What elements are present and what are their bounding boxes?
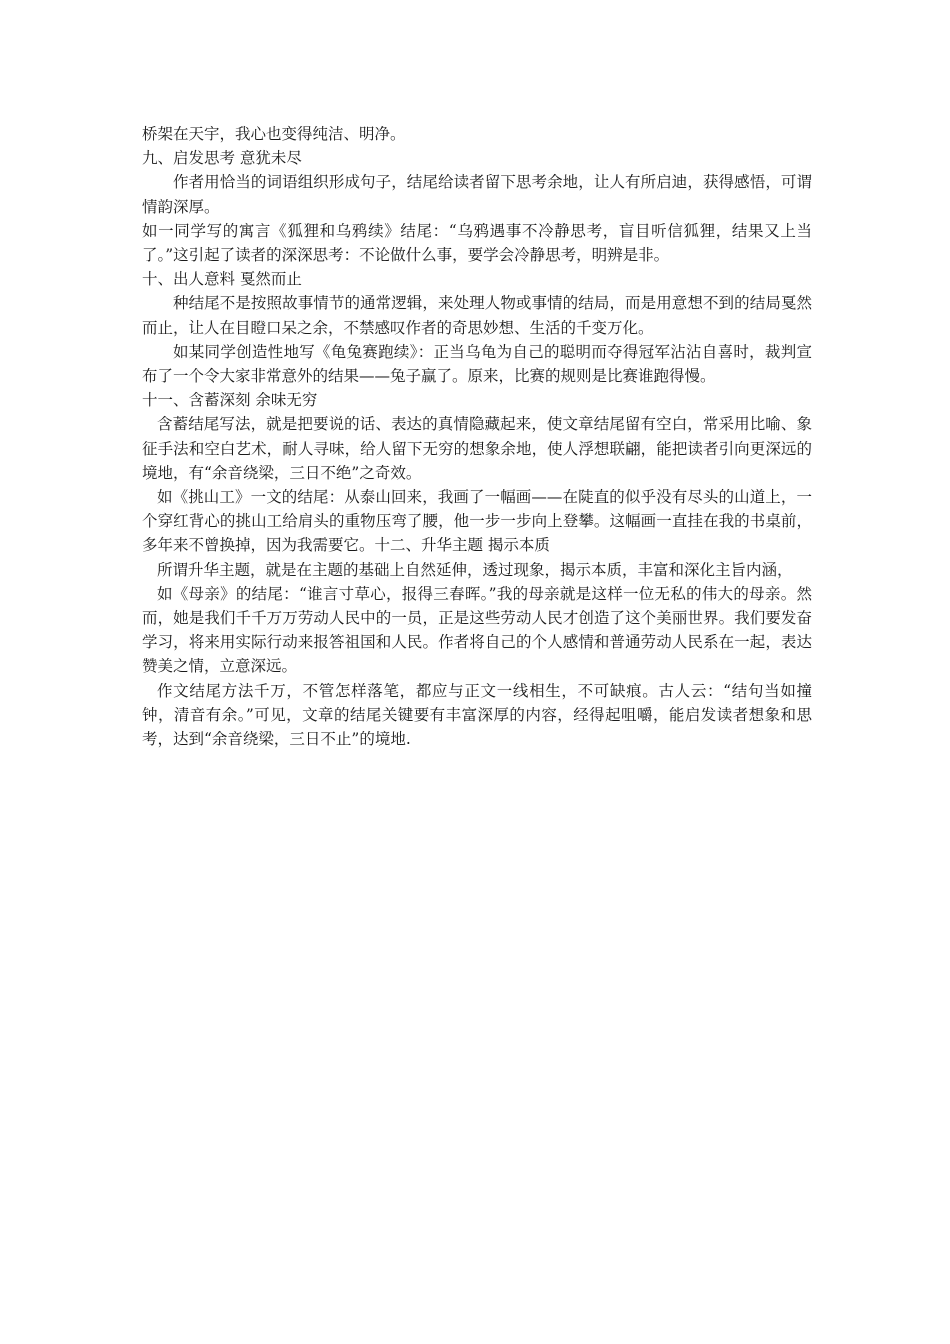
section-heading-11: 十一、含蓄深刻 余味无穷 (142, 391, 318, 410)
section-heading-10: 十、出人意料 戛然而止 (142, 270, 302, 289)
paragraph-12-explanation: 所谓升华主题，就是在主题的基础上自然延伸，透过现象，揭示本质，丰富和深化主旨内涵， (157, 560, 793, 579)
section-heading-9: 九、启发思考 意犹未尽 (142, 149, 302, 168)
paragraph-11-explanation: 含蓄结尾写法，就是把要说的话、表达的真情隐藏起来，使文章结尾留有空白，常采用比喻、象征手法和空白艺术，耐人寻味，给人留下无穷的想象余地，使人浮想联翩，能把读者引向更深远的境地，有“余音绕梁，三日不绝”之奇效。 (142, 415, 812, 482)
paragraph-10-explanation: 种结尾不是按照故事情节的通常逻辑，来处理人物或事情的结局，而是用意想不到的结局戛然而止，让人在目瞪口呆之余，不禁感叹作者的奇思妙想、生活的千变万化。 (142, 294, 812, 337)
paragraph-9-explanation: 作者用恰当的词语组织形成句子，结尾给读者留下思考余地，让人有所启迪，获得感悟，可谓情韵深厚。 (142, 173, 812, 216)
paragraph-12-example: 如《母亲》的结尾：“谁言寸草心，报得三春晖。”我的母亲就是这样一位无私的伟大的母亲。然而，她是我们千千万万劳动人民中的一员，正是这些劳动人民才创造了这个美丽世界。我们要发奋学习，将来用实际行动来报答祖国和人民。作者将自己的个人感情和普通劳动人民系在一起，表达赞美之情，立意深远。 (142, 584, 812, 676)
paragraph-conclusion: 作文结尾方法千万，不管怎样落笔，都应与正文一线相生，不可缺痕。古人云：“结句当如撞钟，清音有余。”可见，文章的结尾关键要有丰富深厚的内容，经得起咀嚼，能启发读者想象和思考，达到“余音绕梁，三日不止”的境地. (142, 681, 812, 749)
document-body (142, 122, 812, 751)
paragraph-continuation: 桥架在天宇，我心也变得纯洁、明净。 (142, 125, 406, 143)
paragraph-10-example: 如某同学创造性地写《龟兔赛跑续》：正当乌龟为自己的聪明而夺得冠军沾沾自喜时，裁判宣布了一个令大家非常意外的结果——兔子赢了。原来，比赛的规则是比赛谁跑得慢。 (142, 342, 812, 386)
paragraph-11-example: 如《挑山工》一文的结尾：从泰山回来，我画了一幅画——在陡直的似乎没有尽头的山道上，一个穿红背心的挑山工给肩头的重物压弯了腰，他一步一步向上登攀。这幅画一直挂在我的书桌前，多年来不曾换掉，因为我需要它。十二、升华主题 揭示本质 (142, 488, 812, 555)
paragraph-9-example: 如一同学写的寓言《狐狸和乌鸦续》结尾：“乌鸦遇事不冷静思考，盲目听信狐狸，结果又上当了。”这引起了读者的深深思考：不论做什么事，要学会冷静思考，明辨是非。 (142, 221, 812, 265)
